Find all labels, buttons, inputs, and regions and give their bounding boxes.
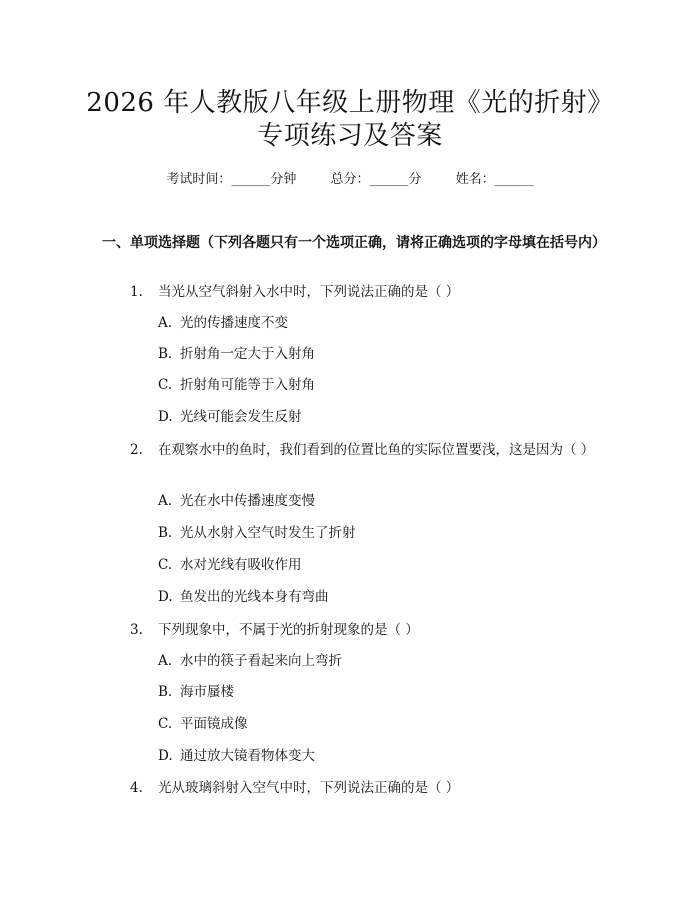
exam-time-field: 考试时间：______分钟 — [166, 172, 297, 187]
question-text: 在观察水中的鱼时，我们看到的位置比鱼的实际位置要浅，这是因为（ ） — [158, 442, 595, 458]
option-letter: B. — [158, 346, 173, 362]
question-3-option-a — [158, 651, 342, 671]
option-text: 折射角可能等于入射角 — [180, 377, 315, 393]
document-title-line1: 2026 年人教版八年级上册物理《光的折射》 — [86, 88, 614, 118]
option-text: 折射角一定大于入射角 — [180, 346, 315, 362]
question-2-option-b — [158, 523, 356, 543]
option-letter: A. — [158, 653, 173, 669]
question-text: 光从玻璃斜射入空气中时，下列说法正确的是（ ） — [158, 780, 460, 796]
option-text: 光在水中传播速度变慢 — [180, 493, 315, 509]
question-number: 4. — [130, 780, 143, 796]
option-letter: D. — [158, 589, 173, 605]
total-score-field: 总分：______分 — [330, 172, 422, 187]
question-2 — [102, 439, 602, 461]
question-number: 2. — [130, 442, 143, 458]
option-text: 平面镜成像 — [180, 716, 248, 732]
option-letter: D. — [158, 748, 173, 764]
question-4 — [102, 777, 602, 799]
question-number: 1. — [130, 284, 143, 300]
option-letter: C. — [158, 377, 173, 393]
section-heading: 一、单项选择题（下列各题只有一个选项正确，请将正确选项的字母填在括号内） — [102, 235, 606, 251]
option-letter: C. — [158, 557, 173, 573]
question-text: 当光从空气斜射入水中时，下列说法正确的是（ ） — [158, 284, 460, 300]
option-text: 光线可能会发生反射 — [180, 409, 302, 425]
question-3 — [102, 619, 602, 641]
option-text: 鱼发出的光线本身有弯曲 — [180, 589, 329, 605]
option-text: 通过放大镜看物体变大 — [180, 748, 315, 764]
question-2-option-a — [158, 491, 315, 511]
question-1-option-a — [158, 313, 288, 333]
question-2-option-c — [158, 555, 302, 575]
question-1-option-c — [158, 375, 315, 395]
option-text: 水中的筷子看起来向上弯折 — [180, 653, 342, 669]
option-text: 海市蜃楼 — [180, 684, 234, 700]
document-title-line2: 专项练习及答案 — [257, 121, 443, 151]
option-letter: C. — [158, 716, 173, 732]
question-number: 3. — [130, 622, 143, 638]
question-1 — [102, 281, 602, 303]
option-text: 水对光线有吸收作用 — [180, 557, 302, 573]
option-text: 光从水射入空气时发生了折射 — [180, 525, 356, 541]
option-letter: B. — [158, 684, 173, 700]
student-name-field: 姓名：______ — [455, 172, 534, 187]
question-3-option-d — [158, 746, 315, 766]
option-letter: A. — [158, 493, 173, 509]
question-1-option-b — [158, 344, 315, 364]
question-text: 下列现象中，不属于光的折射现象的是（ ） — [158, 622, 419, 638]
option-text: 光的传播速度不变 — [180, 315, 288, 331]
question-2-option-d — [158, 587, 329, 607]
question-3-option-c — [158, 714, 248, 734]
option-letter: A. — [158, 315, 173, 331]
exam-info — [0, 168, 700, 187]
option-letter: B. — [158, 525, 173, 541]
question-1-option-d — [158, 407, 302, 427]
question-3-option-b — [158, 682, 234, 702]
option-letter: D. — [158, 409, 173, 425]
